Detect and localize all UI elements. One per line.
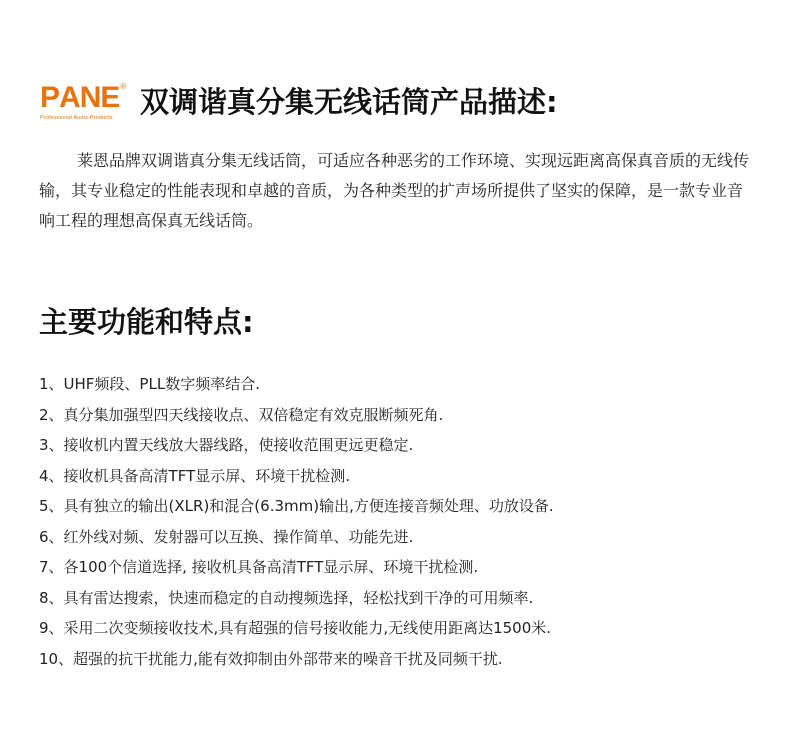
feature-item: 5、具有独立的输出(XLR)和混合(6.3mm)输出,方便连接音频处理、功放设备. xyxy=(39,497,554,515)
feature-item: 3、接收机内置天线放大器线路，使接收范围更远更稳定. xyxy=(39,436,414,454)
logo-letter: N xyxy=(79,81,101,114)
product-description-body: 莱恩品牌双调谐真分集无线话筒，可适应各种恶劣的工作环境、实现远距离高保真音质的无线传输，其专业稳定的性能表现和卓越的音质，为各种类型的扩声场所提供了坚实的保障，是一款专业音响工程的理想高保真无线话筒。 xyxy=(39,151,750,230)
feature-item: 9、采用二次变频接收技术,具有超强的信号接收能力,无线使用距离达1500米. xyxy=(39,619,552,637)
logo-tagline: Professional Audio Products xyxy=(40,115,113,121)
feature-item: 6、红外线对频、发射器可以互换、操作简单、功能先进. xyxy=(39,527,414,546)
product-description-title: 双调谐真分集无线话筒产品描述: xyxy=(140,85,558,119)
pane-logo xyxy=(40,82,126,124)
logo-wordmark xyxy=(40,82,126,114)
logo-letter: E xyxy=(100,81,120,114)
logo-letter: A xyxy=(59,81,80,114)
features-title: 主要功能和特点: xyxy=(39,305,254,339)
feature-item: 1、UHF频段、PLL数字频率结合. xyxy=(39,375,260,393)
feature-item: 4、接收机具备高清TFT显示屏、环境干扰检测. xyxy=(39,466,351,485)
feature-item: 2、真分集加强型四天线接收点、双倍稳定有效克服断频死角. xyxy=(39,405,444,424)
registered-mark: ® xyxy=(120,82,127,91)
feature-item: 8、具有雷达搜索，快速而稳定的自动搜频选择，轻松找到干净的可用频率. xyxy=(39,588,534,607)
feature-item: 10、超强的抗干扰能力,能有效抑制由外部带来的噪音干扰及同频干扰. xyxy=(39,649,503,668)
features-list xyxy=(39,369,759,674)
logo-letter: P xyxy=(40,81,60,114)
feature-item: 7、各100个信道选择, 接收机具备高清TFT显示屏、环境干扰检测. xyxy=(39,558,479,576)
